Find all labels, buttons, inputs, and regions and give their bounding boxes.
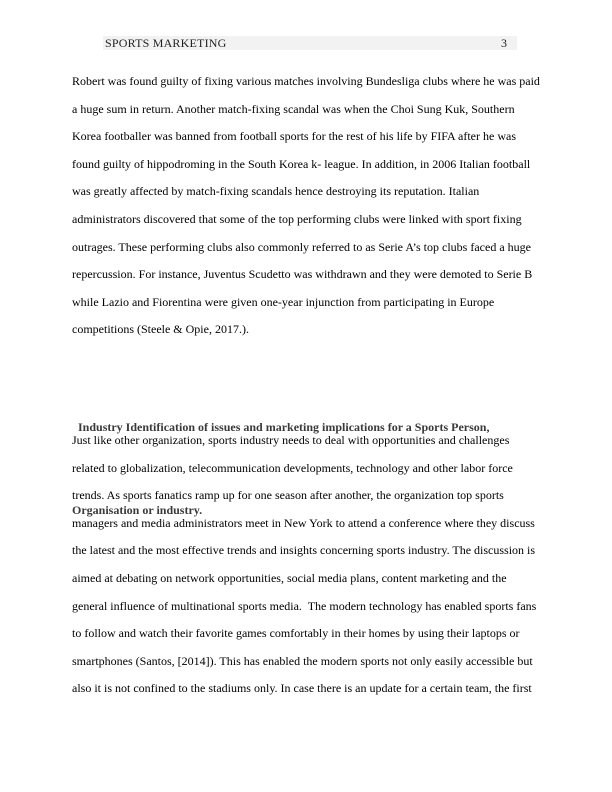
running-head: SPORTS MARKETING — [105, 36, 227, 50]
text-line: Robert was found guilty of fixing various matches involving Bundesliga clubs where he was paid — [72, 74, 540, 88]
paragraph-industry-issues — [72, 427, 544, 703]
text-line: found guilty of hippodroming in the South Korea k- league. In addition, in 2006 Italian football — [72, 156, 531, 171]
text-line: related to globalization, telecommunication developments, technology and other labor force — [72, 460, 513, 475]
text-line: Just like other organization, sports industry needs to deal with opportunities and challenges — [72, 433, 510, 447]
text-line: while Lazio and Fiorentina were given one-year injunction from participating in Europe — [72, 294, 495, 309]
text-line: to follow and watch their favorite games comfortably in their homes by using their laptops or — [72, 626, 520, 641]
text-line: a huge sum in return. Another match-fixing scandal was when the Choi Sung Kuk, Southern — [72, 101, 515, 116]
text-line: the latest and the most effective trends and insights concerning sports industry. The discussion is — [72, 543, 536, 558]
text-line: administrators discovered that some of the top performing clubs were linked with sport fixing — [72, 211, 522, 226]
text-line: was greatly affected by match-fixing scandals hence destroying its reputation. Italian — [72, 184, 480, 199]
text-line: managers and media administrators meet in New York to attend a conference where they discuss — [72, 515, 535, 530]
text-line: repercussion. For instance, Juventus Scudetto was withdrawn and they were demoted to Serie B — [72, 267, 533, 282]
page-number: 3 — [501, 36, 507, 50]
heading-line: Industry Identification of issues and marketing implications for a Sports Person, — [72, 420, 490, 435]
heading-line: Organisation or industry. — [72, 502, 203, 517]
page-header — [103, 36, 517, 50]
text-line: general influence of multinational sports media. The modern technology has enabled sports fans — [72, 598, 537, 613]
text-line: aimed at debating on network opportunities, social media plans, content marketing and the — [72, 570, 507, 585]
text-line: trends. As sports fanatics ramp up for one season after another, the organization top sports — [72, 488, 504, 503]
text-line: smartphones (Santos, [2014]). This has enabled the modern sports not only easily accessible but — [72, 653, 533, 668]
text-line: outrages. These performing clubs also commonly referred to as Serie A’s top clubs faced a huge — [72, 239, 531, 254]
text-line: also it is not confined to the stadiums only. In case there is an update for a certain team, the first — [72, 681, 532, 696]
text-line: competitions (Steele & Opie, 2017.). — [72, 322, 249, 337]
text-line: Korea footballer was banned from football sports for the rest of his life by FIFA after he was — [72, 129, 516, 144]
paragraph-match-fixing — [72, 68, 544, 344]
